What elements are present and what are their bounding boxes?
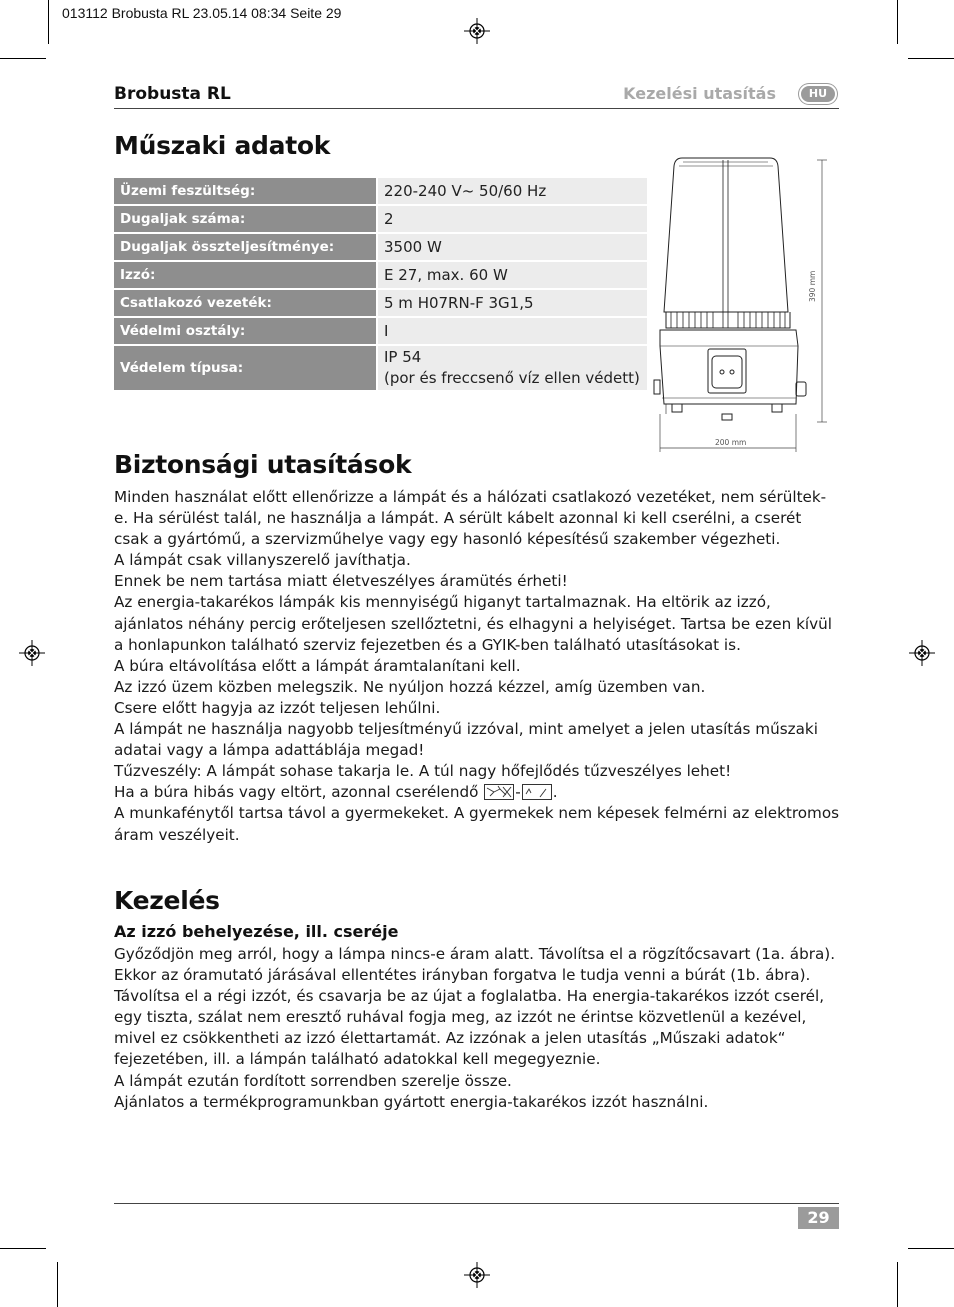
replace-separator: - xyxy=(515,783,521,802)
spec-label: Csatlakozó vezeték: xyxy=(114,290,378,316)
footer-rule xyxy=(114,1203,839,1204)
text-line: Ennek be nem tartása miatt életveszélyes áramütés érheti! xyxy=(114,572,568,591)
registration-mark-icon xyxy=(464,1262,490,1288)
text-line: Tűzveszély: A lámpát sohase takarja le. A túl nagy hőfejlődés tűzveszélyes lehet! xyxy=(114,762,732,781)
height-dimension-label: 390 mm xyxy=(808,270,817,302)
text-line: Minden használat előtt ellenőrizze a lámpát és a hálózati csatlakozó vezetéket, nem sérültek- xyxy=(114,488,827,506)
header-rule xyxy=(114,108,839,109)
safety-heading: Biztonsági utasítások xyxy=(114,450,412,479)
spec-value: 5 m H07RN-F 3G1,5 xyxy=(378,290,647,316)
text-line: áram veszélyeit. xyxy=(114,825,240,844)
spec-value: IP 54 (por és freccsenő víz ellen védett) xyxy=(378,346,647,390)
text-line: adatai vagy a lámpa adattáblája megad! xyxy=(114,741,425,760)
replace-end: . xyxy=(552,783,558,802)
spec-label: Izzó: xyxy=(114,262,378,288)
text-line: Távolítsa el a régi izzót, és csavarja be az újat a foglalatba. Ha energia-takarékos izzót cserél, xyxy=(114,987,825,1006)
crop-mark xyxy=(48,0,49,44)
spec-table xyxy=(114,178,647,392)
spec-row xyxy=(114,234,647,262)
page-number: 29 xyxy=(798,1207,839,1229)
text-line: ajánlatos néhány percig erőteljesen szellőztetni, és elhagyni a helyiséget. Tartsa be ezen kívül xyxy=(114,614,832,633)
replacement-glass-icon xyxy=(522,784,552,800)
text-line: A lámpát ne használja nagyobb teljesítményű izzóval, mint amelyet a jelen utasítás műszaki xyxy=(114,720,818,739)
lamp-dimension-drawing xyxy=(652,152,832,454)
spec-row xyxy=(114,206,647,234)
spec-value: E 27, max. 60 W xyxy=(378,262,647,288)
text-line: A búra eltávolítása előtt a lámpát áramtalanítani kell. xyxy=(114,656,521,675)
text-line: A lámpát ezután fordított sorrendben szerelje össze. xyxy=(114,1071,512,1090)
spec-value: 2 xyxy=(378,206,647,232)
crop-mark xyxy=(57,1262,58,1307)
spec-row xyxy=(114,346,647,392)
operation-subheading: Az izzó behelyezése, ill. cseréje xyxy=(114,922,399,941)
width-dimension-label: 200 mm xyxy=(715,438,747,447)
crop-mark xyxy=(897,1262,898,1307)
text-line: Ajánlatos a termékprogramunkban gyártott energia-takarékos izzót használni. xyxy=(114,1092,709,1111)
replace-text: Ha a búra hibás vagy eltört, azonnal cserélendő xyxy=(114,783,479,802)
operation-text xyxy=(114,944,842,1113)
spec-value: 3500 W xyxy=(378,234,647,260)
text-line: Csere előtt hagyja az izzót teljesen lehűlni. xyxy=(114,698,441,717)
text-line: Az izzó üzem közben melegszik. Ne nyúljon hozzá kézzel, amíg üzemben van. xyxy=(114,677,706,696)
text-line: e. Ha sérülést talál, ne használja a lámpát. A sérült kábelt azonnal ki kell cserélni, a cserét xyxy=(114,509,802,528)
spec-row xyxy=(114,318,647,346)
spec-label: Üzemi feszültség: xyxy=(114,178,378,204)
registration-mark-icon xyxy=(464,18,490,44)
spec-label: Védelmi osztály: xyxy=(114,318,378,344)
lamp-dome-outline xyxy=(664,158,788,312)
spec-value: I xyxy=(378,318,647,344)
spec-row xyxy=(114,178,647,206)
text-line: csak a gyártómű, a szervizműhelye vagy egy hasonló képesítésű szakember végezheti. xyxy=(114,530,781,549)
text-line: mivel ez csökkentheti az izzó élettartamát. Az izzónak a jelen utasítás „Műszaki adatok“ xyxy=(114,1029,786,1048)
crop-mark xyxy=(897,0,898,44)
text-line: fejezetében, ill. a lámpán található adatokkal kell megegyeznie. xyxy=(114,1050,601,1069)
crop-mark xyxy=(908,1248,954,1249)
spec-label: Dugaljak összteljesítménye: xyxy=(114,234,378,260)
text-line: Az energia-takarékos lámpák kis mennyiségű higanyt tartalmaznak. Ha eltörik az izzó, xyxy=(114,593,771,612)
operation-heading: Kezelés xyxy=(114,886,220,915)
broken-glass-icon xyxy=(484,784,514,800)
registration-mark-icon xyxy=(19,640,45,666)
text-line xyxy=(114,782,842,803)
text-line: A lámpát csak villanyszerelő javíthatja. xyxy=(114,551,411,570)
spec-value: 220-240 V~ 50/60 Hz xyxy=(378,178,647,204)
text-line: Ekkor az óramutató járásával ellentétes irányban forgatva le tudja venni a búrát (1b. ábra). xyxy=(114,966,811,985)
crop-mark xyxy=(0,58,46,59)
text-line: A munkafénytől tartsa távol a gyermekeket. A gyermekek nem képesek felmérni az elektromos xyxy=(114,804,840,823)
registration-mark-icon xyxy=(909,640,935,666)
header-section-title: Kezelési utasítás xyxy=(623,84,776,103)
text-line: egy tiszta, szálat nem eresztő ruhával fogja meg, az izzót ne érintse közvetlenül a kezével, xyxy=(114,1008,807,1027)
language-badge: HU xyxy=(799,84,837,104)
crop-mark xyxy=(908,58,954,59)
spec-label: Dugaljak száma: xyxy=(114,206,378,232)
safety-text xyxy=(114,487,842,846)
spec-row xyxy=(114,262,647,290)
text-line: Győződjön meg arról, hogy a lámpa nincs-e áram alatt. Távolítsa el a rögzítőcsavart (1a. ábra). xyxy=(114,945,836,963)
header-product-name: Brobusta RL xyxy=(114,84,231,104)
spec-row xyxy=(114,290,647,318)
tech-data-heading: Műszaki adatok xyxy=(114,131,331,160)
crop-mark xyxy=(0,1248,46,1249)
spec-label: Védelem típusa: xyxy=(114,346,378,390)
print-slug: 013112 Brobusta RL 23.05.14 08:34 Seite 29 xyxy=(62,5,342,21)
text-line: a honlapunkon található szerviz fejezetben és a GYIK-ben található utasításokat is. xyxy=(114,635,741,654)
